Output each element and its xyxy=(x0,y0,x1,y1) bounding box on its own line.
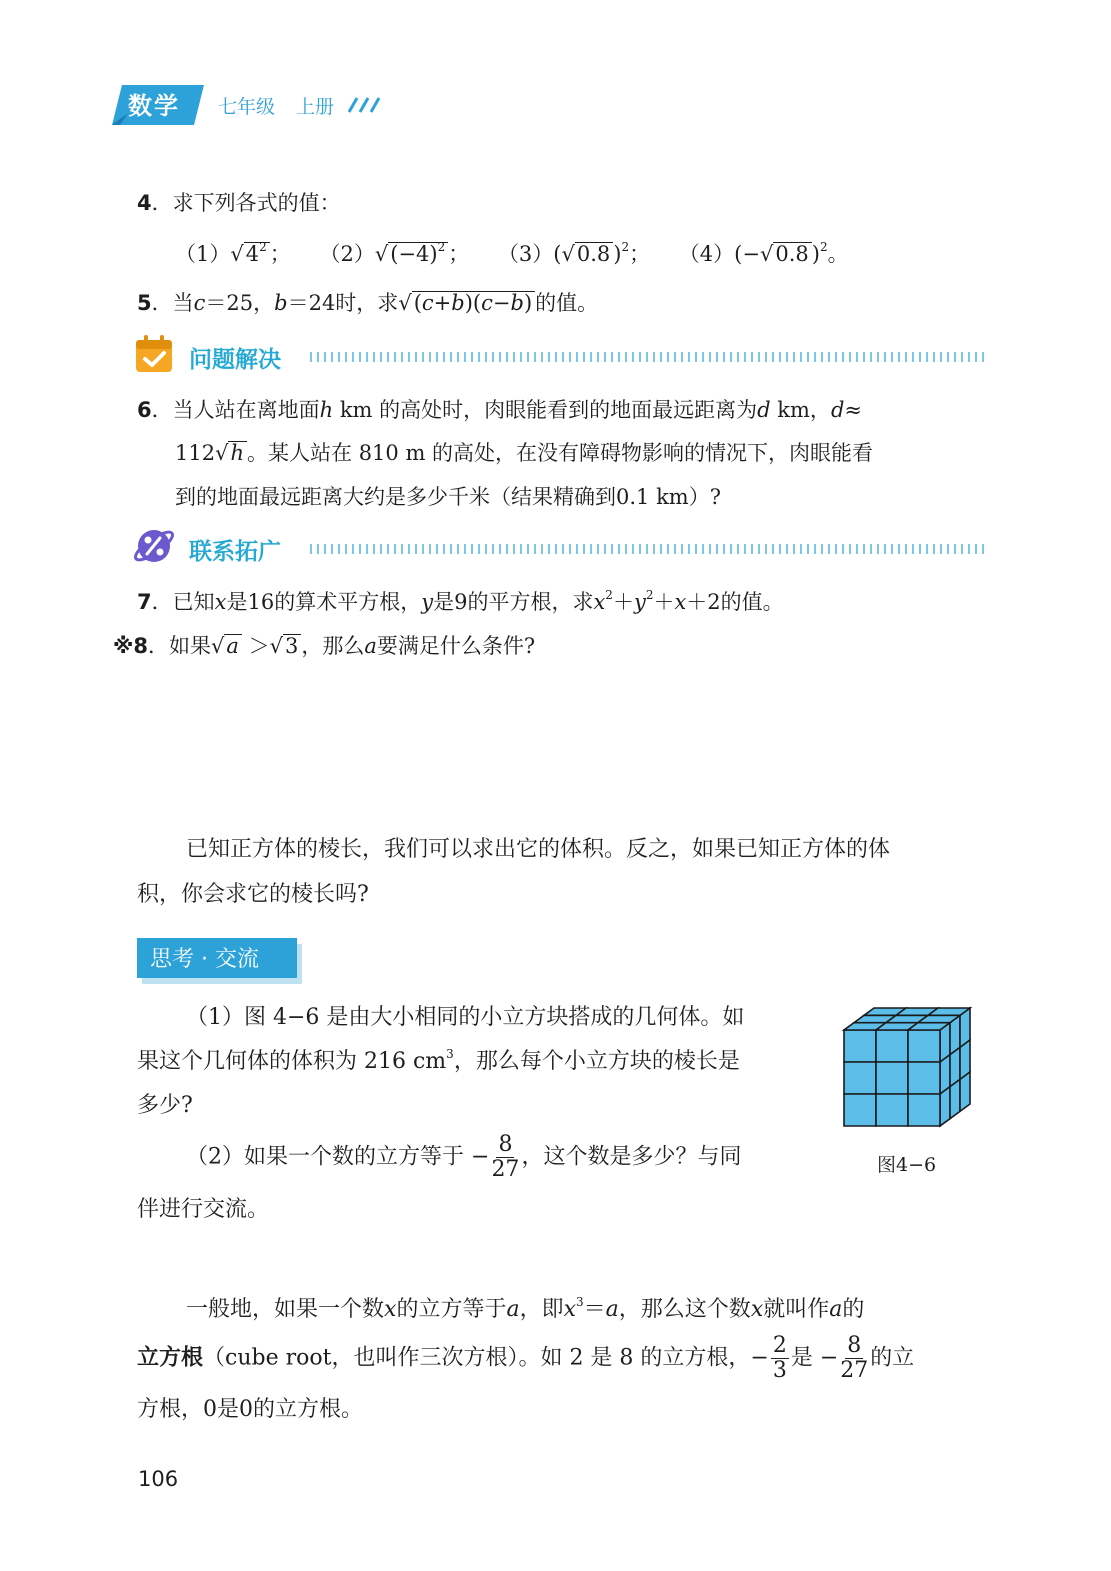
problem-number: 7 xyxy=(137,590,152,614)
think-q2-line-2: 伴进行交流。 xyxy=(137,1197,270,1222)
variable: d xyxy=(830,398,845,422)
fraction-numerator: 8 xyxy=(498,1132,513,1157)
definition-text: 就叫作 xyxy=(763,1297,830,1322)
header-slashes-decoration xyxy=(343,96,383,114)
problem-text: 。某人站在 810 m 的高处，在没有障碍物影响的情况下，肉眼能看 xyxy=(247,441,874,465)
link-extension-icon xyxy=(134,526,178,566)
term-cube-root: 立方根 xyxy=(137,1345,204,1371)
cube-front-cell xyxy=(876,1094,908,1126)
cube-figure xyxy=(838,1002,978,1136)
fraction xyxy=(771,1334,789,1383)
cube-front-cell xyxy=(844,1030,876,1062)
problem-text: ＝24时，求 xyxy=(287,291,399,315)
definition-text: 的 xyxy=(842,1297,865,1322)
variable: h xyxy=(319,398,334,422)
problem-number: 4 xyxy=(137,191,152,215)
question-text: （2）如果一个数的立方等于 − xyxy=(186,1144,490,1170)
think-exchange-title: 思考 · 交流 xyxy=(150,947,259,972)
subject-label: 数学 xyxy=(128,92,180,120)
fraction-denominator: 27 xyxy=(840,1358,869,1384)
item-label: （4） xyxy=(678,242,735,266)
question-text: ，那么每个小立方块的棱长是 xyxy=(453,1049,740,1074)
problem-text: ．当 xyxy=(151,291,194,315)
definition-text: ，那么这个数 xyxy=(618,1297,751,1322)
cube-of-small-cubes xyxy=(844,1008,970,1126)
section-title-problem-solving: 问题解决 xyxy=(189,347,281,373)
problem-text: ＝25， xyxy=(205,291,275,315)
problem-8: ※8．如果√a ＞√3 ，那么a要满足什么条件? xyxy=(113,634,536,658)
problem-text: ．已知 xyxy=(151,590,215,614)
fraction xyxy=(491,1133,519,1182)
cube-front-cell xyxy=(908,1062,940,1094)
problem-text: 是9的平方根，求 xyxy=(433,590,594,614)
intro-line-2: 积，你会求它的棱长吗? xyxy=(137,882,369,907)
think-q1-line-2: 果这个几何体的体积为 216 $cm^3$，那么每个小立方块的棱长是 xyxy=(137,1047,740,1074)
section-title-extension: 联系拓广 xyxy=(189,539,281,565)
cube-front-cell xyxy=(876,1062,908,1094)
problem-text: 是16的算术平方根， xyxy=(226,590,422,614)
dotted-rule xyxy=(310,352,986,362)
problem-text: ．当人站在离地面 xyxy=(151,398,320,422)
problem-number: 5 xyxy=(137,291,152,315)
definition-text: （cube root，也叫作三次方根）。如 2 是 8 的立方根，− xyxy=(203,1345,769,1371)
problem-number: ※8 xyxy=(113,634,149,658)
cube-front-cell xyxy=(908,1094,940,1126)
definition-text: 一般地，如果一个数 xyxy=(186,1297,385,1322)
dotted-rule xyxy=(310,544,986,554)
problem-4 xyxy=(137,187,341,217)
variable: d xyxy=(757,398,771,422)
fraction-denominator: 27 xyxy=(491,1157,520,1183)
cube-right-cell xyxy=(940,1087,950,1126)
problem-text: km 的高处时，肉眼能看到的地面最远距离为 xyxy=(333,398,758,422)
definition-text: 的立方等于 xyxy=(396,1297,507,1322)
figure-caption: 图4−6 xyxy=(877,1154,937,1176)
problem-4-items: $(1)√4^2$ ； $(2)√(-4)^2$ ； （3）(√0.8 )$^2$； （4）(−√0.8 )$^2$。 xyxy=(175,240,849,266)
problem-6-line-2: 112√h 。某人站在 810 m 的高处，在没有障碍物影响的情况下，肉眼能看 xyxy=(175,441,874,465)
definition-line-3: 方根，0是0的立方根。 xyxy=(137,1397,363,1422)
calendar-check-icon xyxy=(134,334,178,374)
definition-text: 是 − xyxy=(790,1345,839,1371)
problem-5: 5．当c＝25，b＝24时，求√(c+b)(c−b) 的值。 xyxy=(137,291,599,315)
think-q1-line-1: （1）图 4−6 是由大小相同的小立方块搭成的几何体。如 xyxy=(186,1005,745,1030)
item-label: （2） xyxy=(319,242,375,266)
cube-front-cell xyxy=(844,1062,876,1094)
fraction xyxy=(840,1334,868,1383)
definition-line-2 xyxy=(137,1334,914,1383)
definition-text: 的立 xyxy=(870,1345,915,1371)
cube-front-cell xyxy=(844,1094,876,1126)
problem-text: 要满足什么条件? xyxy=(376,634,536,658)
question-text: 果这个几何体的体积为 216 cm xyxy=(137,1049,447,1074)
definition-text: ，即 xyxy=(519,1297,564,1322)
variable: c xyxy=(193,291,206,315)
item-label: （3） xyxy=(497,242,554,266)
think-q1-line-3: 多少? xyxy=(137,1093,193,1118)
intro-line-1: 已知正方体的棱长，我们可以求出它的体积。反之，如果已知正方体的体 xyxy=(186,837,891,862)
problem-text: 的值。 xyxy=(720,590,784,614)
fraction-denominator: 3 xyxy=(772,1358,787,1384)
problem-text: 的值。 xyxy=(535,291,599,315)
problem-text: ．如果 xyxy=(148,634,212,658)
problem-7: 7．已知x是16的算术平方根，y是9的平方根，求$x^2+y^2+x+2$的值。 xyxy=(137,588,784,614)
think-q2-line-1 xyxy=(186,1133,741,1182)
fraction-numerator: 8 xyxy=(847,1333,862,1358)
volume-label: 上册 xyxy=(296,96,335,118)
variable: b xyxy=(274,291,288,315)
problem-text: 112 xyxy=(175,441,216,465)
fraction-numerator: 2 xyxy=(772,1333,787,1358)
cube-right-cell xyxy=(950,1079,960,1118)
cube-right-cell xyxy=(960,1072,970,1111)
page-number: 106 xyxy=(138,1467,179,1491)
variable: a xyxy=(364,634,377,658)
problem-6-line-1 xyxy=(137,394,862,424)
definition-line-1: 一般地，如果一个数x的立方等于a，即$x^3=a$，那么这个数x就叫作a的 xyxy=(186,1295,865,1322)
question-text: ，这个数是多少？与同 xyxy=(521,1144,742,1170)
cube-front-cell xyxy=(876,1030,908,1062)
variable: y xyxy=(421,590,434,614)
problem-text: km， xyxy=(770,398,831,422)
problem-text: ≈ xyxy=(844,398,862,422)
problem-text: ．求下列各式的值： xyxy=(151,191,341,215)
problem-text: ，那么 xyxy=(301,634,365,658)
cube-front-cell xyxy=(908,1030,940,1062)
problem-6-line-3: 到的地面最远距离大约是多少千米（结果精确到0.1 km）? xyxy=(175,485,721,509)
problem-number: 6 xyxy=(137,398,152,422)
item-label: （1） xyxy=(175,242,231,266)
variable: x xyxy=(214,590,227,614)
grade-label: 七年级 xyxy=(218,96,276,118)
